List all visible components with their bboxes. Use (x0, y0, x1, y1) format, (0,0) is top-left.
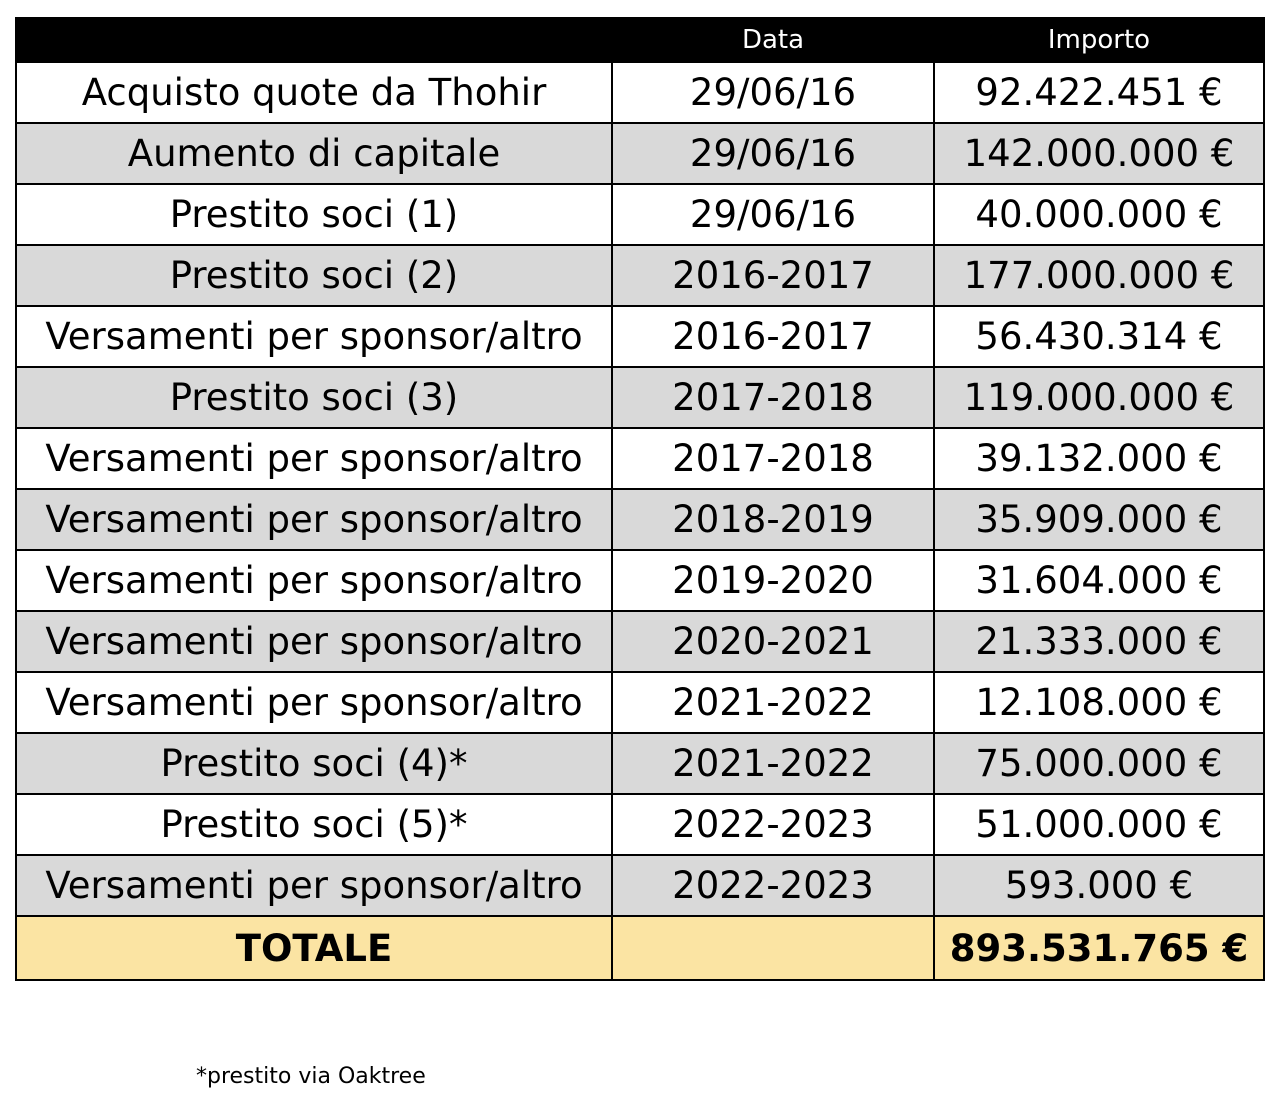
cell-importo: 593.000 € (934, 855, 1264, 916)
cell-voce: Versamenti per sponsor/altro (16, 672, 612, 733)
total-row (16, 916, 1264, 980)
cell-voce: Versamenti per sponsor/altro (16, 428, 612, 489)
funding-table-sheet (15, 17, 1263, 981)
cell-voce: Versamenti per sponsor/altro (16, 611, 612, 672)
cell-importo: 51.000.000 € (934, 794, 1264, 855)
cell-voce: Versamenti per sponsor/altro (16, 855, 612, 916)
total-amount: 893.531.765 € (934, 916, 1264, 980)
table-row (16, 123, 1264, 184)
table-row (16, 672, 1264, 733)
total-data (612, 916, 934, 980)
cell-data: 2017-2018 (612, 367, 934, 428)
cell-data: 2017-2018 (612, 428, 934, 489)
cell-voce: Versamenti per sponsor/altro (16, 550, 612, 611)
cell-importo: 39.132.000 € (934, 428, 1264, 489)
cell-data: 2018-2019 (612, 489, 934, 550)
cell-importo: 119.000.000 € (934, 367, 1264, 428)
cell-importo: 75.000.000 € (934, 733, 1264, 794)
cell-data: 29/06/16 (612, 123, 934, 184)
table-row (16, 794, 1264, 855)
table-row (16, 306, 1264, 367)
cell-data: 2016-2017 (612, 306, 934, 367)
header-voce (16, 18, 612, 62)
cell-data: 2016-2017 (612, 245, 934, 306)
cell-data: 2022-2023 (612, 855, 934, 916)
cell-importo: 177.000.000 € (934, 245, 1264, 306)
cell-voce: Prestito soci (2) (16, 245, 612, 306)
header-row (16, 18, 1264, 62)
cell-importo: 56.430.314 € (934, 306, 1264, 367)
cell-importo: 31.604.000 € (934, 550, 1264, 611)
table-row (16, 62, 1264, 123)
table-row (16, 611, 1264, 672)
total-label: TOTALE (16, 916, 612, 980)
cell-data: 29/06/16 (612, 62, 934, 123)
cell-data: 2019-2020 (612, 550, 934, 611)
cell-voce: Aumento di capitale (16, 123, 612, 184)
header-importo: Importo (934, 18, 1264, 62)
funding-table (15, 17, 1265, 981)
cell-data: 2021-2022 (612, 672, 934, 733)
cell-voce: Versamenti per sponsor/altro (16, 306, 612, 367)
cell-voce: Prestito soci (1) (16, 184, 612, 245)
header-data: Data (612, 18, 934, 62)
cell-voce: Versamenti per sponsor/altro (16, 489, 612, 550)
cell-importo: 40.000.000 € (934, 184, 1264, 245)
table-row (16, 855, 1264, 916)
cell-importo: 35.909.000 € (934, 489, 1264, 550)
table-row (16, 367, 1264, 428)
cell-data: 2022-2023 (612, 794, 934, 855)
cell-data: 2020-2021 (612, 611, 934, 672)
cell-data: 2021-2022 (612, 733, 934, 794)
table-row (16, 733, 1264, 794)
table-row (16, 245, 1264, 306)
cell-importo: 21.333.000 € (934, 611, 1264, 672)
cell-data: 29/06/16 (612, 184, 934, 245)
table-row (16, 428, 1264, 489)
table-footer (16, 916, 1264, 980)
cell-voce: Prestito soci (4)* (16, 733, 612, 794)
cell-voce: Prestito soci (3) (16, 367, 612, 428)
table-row (16, 489, 1264, 550)
cell-importo: 142.000.000 € (934, 123, 1264, 184)
table-body (16, 62, 1264, 916)
table-row (16, 550, 1264, 611)
cell-voce: Prestito soci (5)* (16, 794, 612, 855)
table-header (16, 18, 1264, 62)
cell-importo: 12.108.000 € (934, 672, 1264, 733)
table-row (16, 184, 1264, 245)
cell-voce: Acquisto quote da Thohir (16, 62, 612, 123)
cell-importo: 92.422.451 € (934, 62, 1264, 123)
footnote: *prestito via Oaktree (196, 1064, 426, 1089)
